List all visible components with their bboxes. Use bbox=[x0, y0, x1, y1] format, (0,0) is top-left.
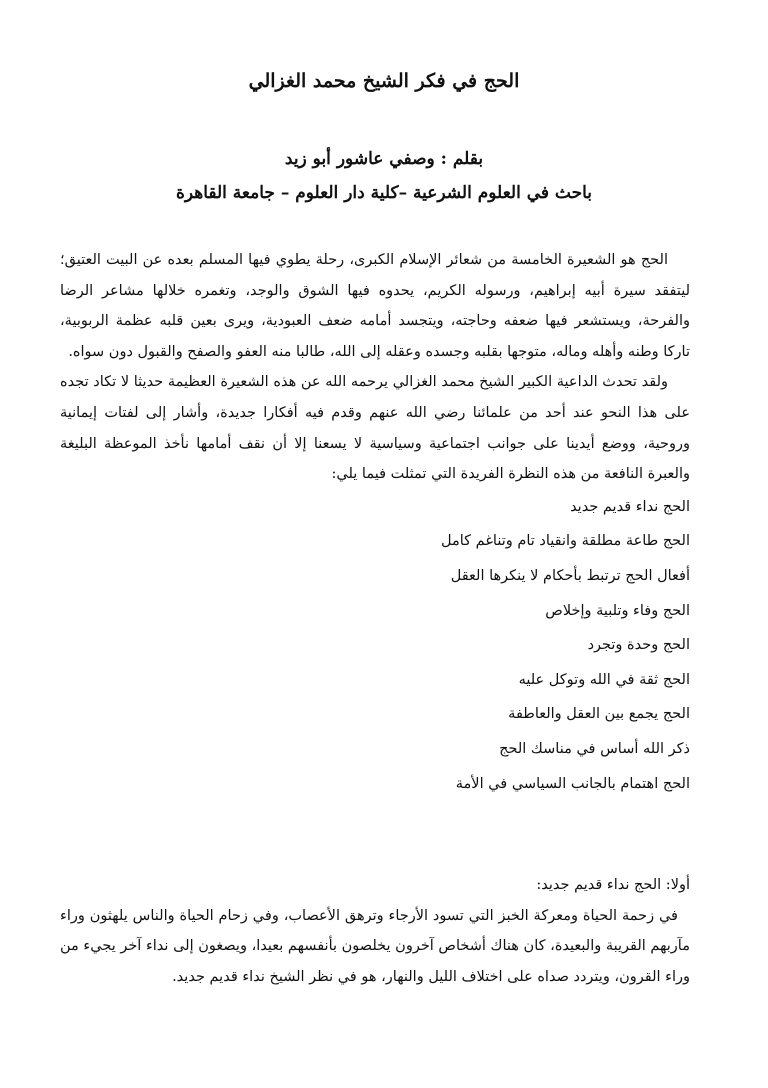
list-item: الحج يجمع بين العقل والعاطفة bbox=[508, 706, 690, 723]
author-affiliation: باحث في العلوم الشرعية –كلية دار العلوم – جامعة القاهرة bbox=[175, 183, 593, 203]
list-item: أفعال الحج ترتبط بأحكام لا ينكرها العقل bbox=[450, 567, 690, 584]
list-item: الحج ثقة في الله وتوكل عليه bbox=[518, 671, 690, 688]
document-body bbox=[60, 245, 690, 801]
section-one bbox=[60, 870, 690, 992]
list-item: الحج نداء قديم جديد bbox=[570, 498, 690, 515]
context-paragraph: ولقد تحدث الداعية الكبير الشيخ محمد الغزالي يرحمه الله عن هذه الشعيرة العظيمة حديثا لا تكاد تجده على هذا النحو عند أحد من علمائنا رضي الله عنهم وقدم فيه أفكارا جديدة، وأشار إلى لفتات إيمانية وروحية، ووضع أيدينا على جوانب اجتماعية وسياسية لا يسعنا إلا أن نقف أمامها نأخذ الموعظة البليغة والعبرة النافعة من هذه النظرة الفريدة التي تمثلت فيما يلي: bbox=[60, 374, 690, 483]
document-title: الحج في فكر الشيخ محمد الغزالي bbox=[248, 70, 520, 92]
list-item: الحج وفاء وتلبية وإخلاص bbox=[545, 602, 690, 619]
intro-paragraph: الحج هو الشعيرة الخامسة من شعائر الإسلام الكبرى، رحلة يطوي فيها المسلم بعده عن البيت العتيق؛ ليتفقد سيرة أبيه إبراهيم، ورسوله الكريم، يحدوه فيها الشوق والوجد، وتغمره خلالها مشاعر الرضا والفرحة، ويستشعر فيها ضعفه وحاجته، ويتجسد أمامه ضعف العبودية، ويرى بعين قلبه عظمة الربوبية، تاركا وطنه وأهله وماله، متوجها بقلبه وجسده وعقله إلى الله، طالبا منه العفو والصفح والقبول دون سواه. bbox=[60, 252, 690, 360]
list-item: الحج وحدة وتجرد bbox=[587, 637, 690, 654]
section-paragraph: في زحمة الحياة ومعركة الخبز التي تسود الأرجاء وترهق الأعصاب، وفي زحام الحياة والناس يلهثون وراء مآربهم القريبة والبعيدة، كان هناك أشخاص آخرون يخلصون بأنفسهم بعيدا، ويصغون إلى نداء آخر يجيء من وراء القرون، ويتردد صداه على اختلاف الليل والنهار، هو في نظر الشيخ نداء قديم جديد. bbox=[60, 907, 690, 985]
section-heading: أولا: الحج نداء قديم جديد: bbox=[536, 877, 690, 893]
author-block bbox=[0, 142, 768, 210]
list-item: الحج اهتمام بالجانب السياسي في الأمة bbox=[455, 775, 690, 792]
points-list bbox=[60, 490, 690, 801]
list-item: الحج طاعة مطلقة وانقياد تام وتناغم كامل bbox=[441, 533, 690, 550]
list-item: ذكر الله أساس في مناسك الحج bbox=[499, 740, 690, 757]
author-name: بقلم : وصفي عاشور أبو زيد bbox=[284, 149, 484, 169]
